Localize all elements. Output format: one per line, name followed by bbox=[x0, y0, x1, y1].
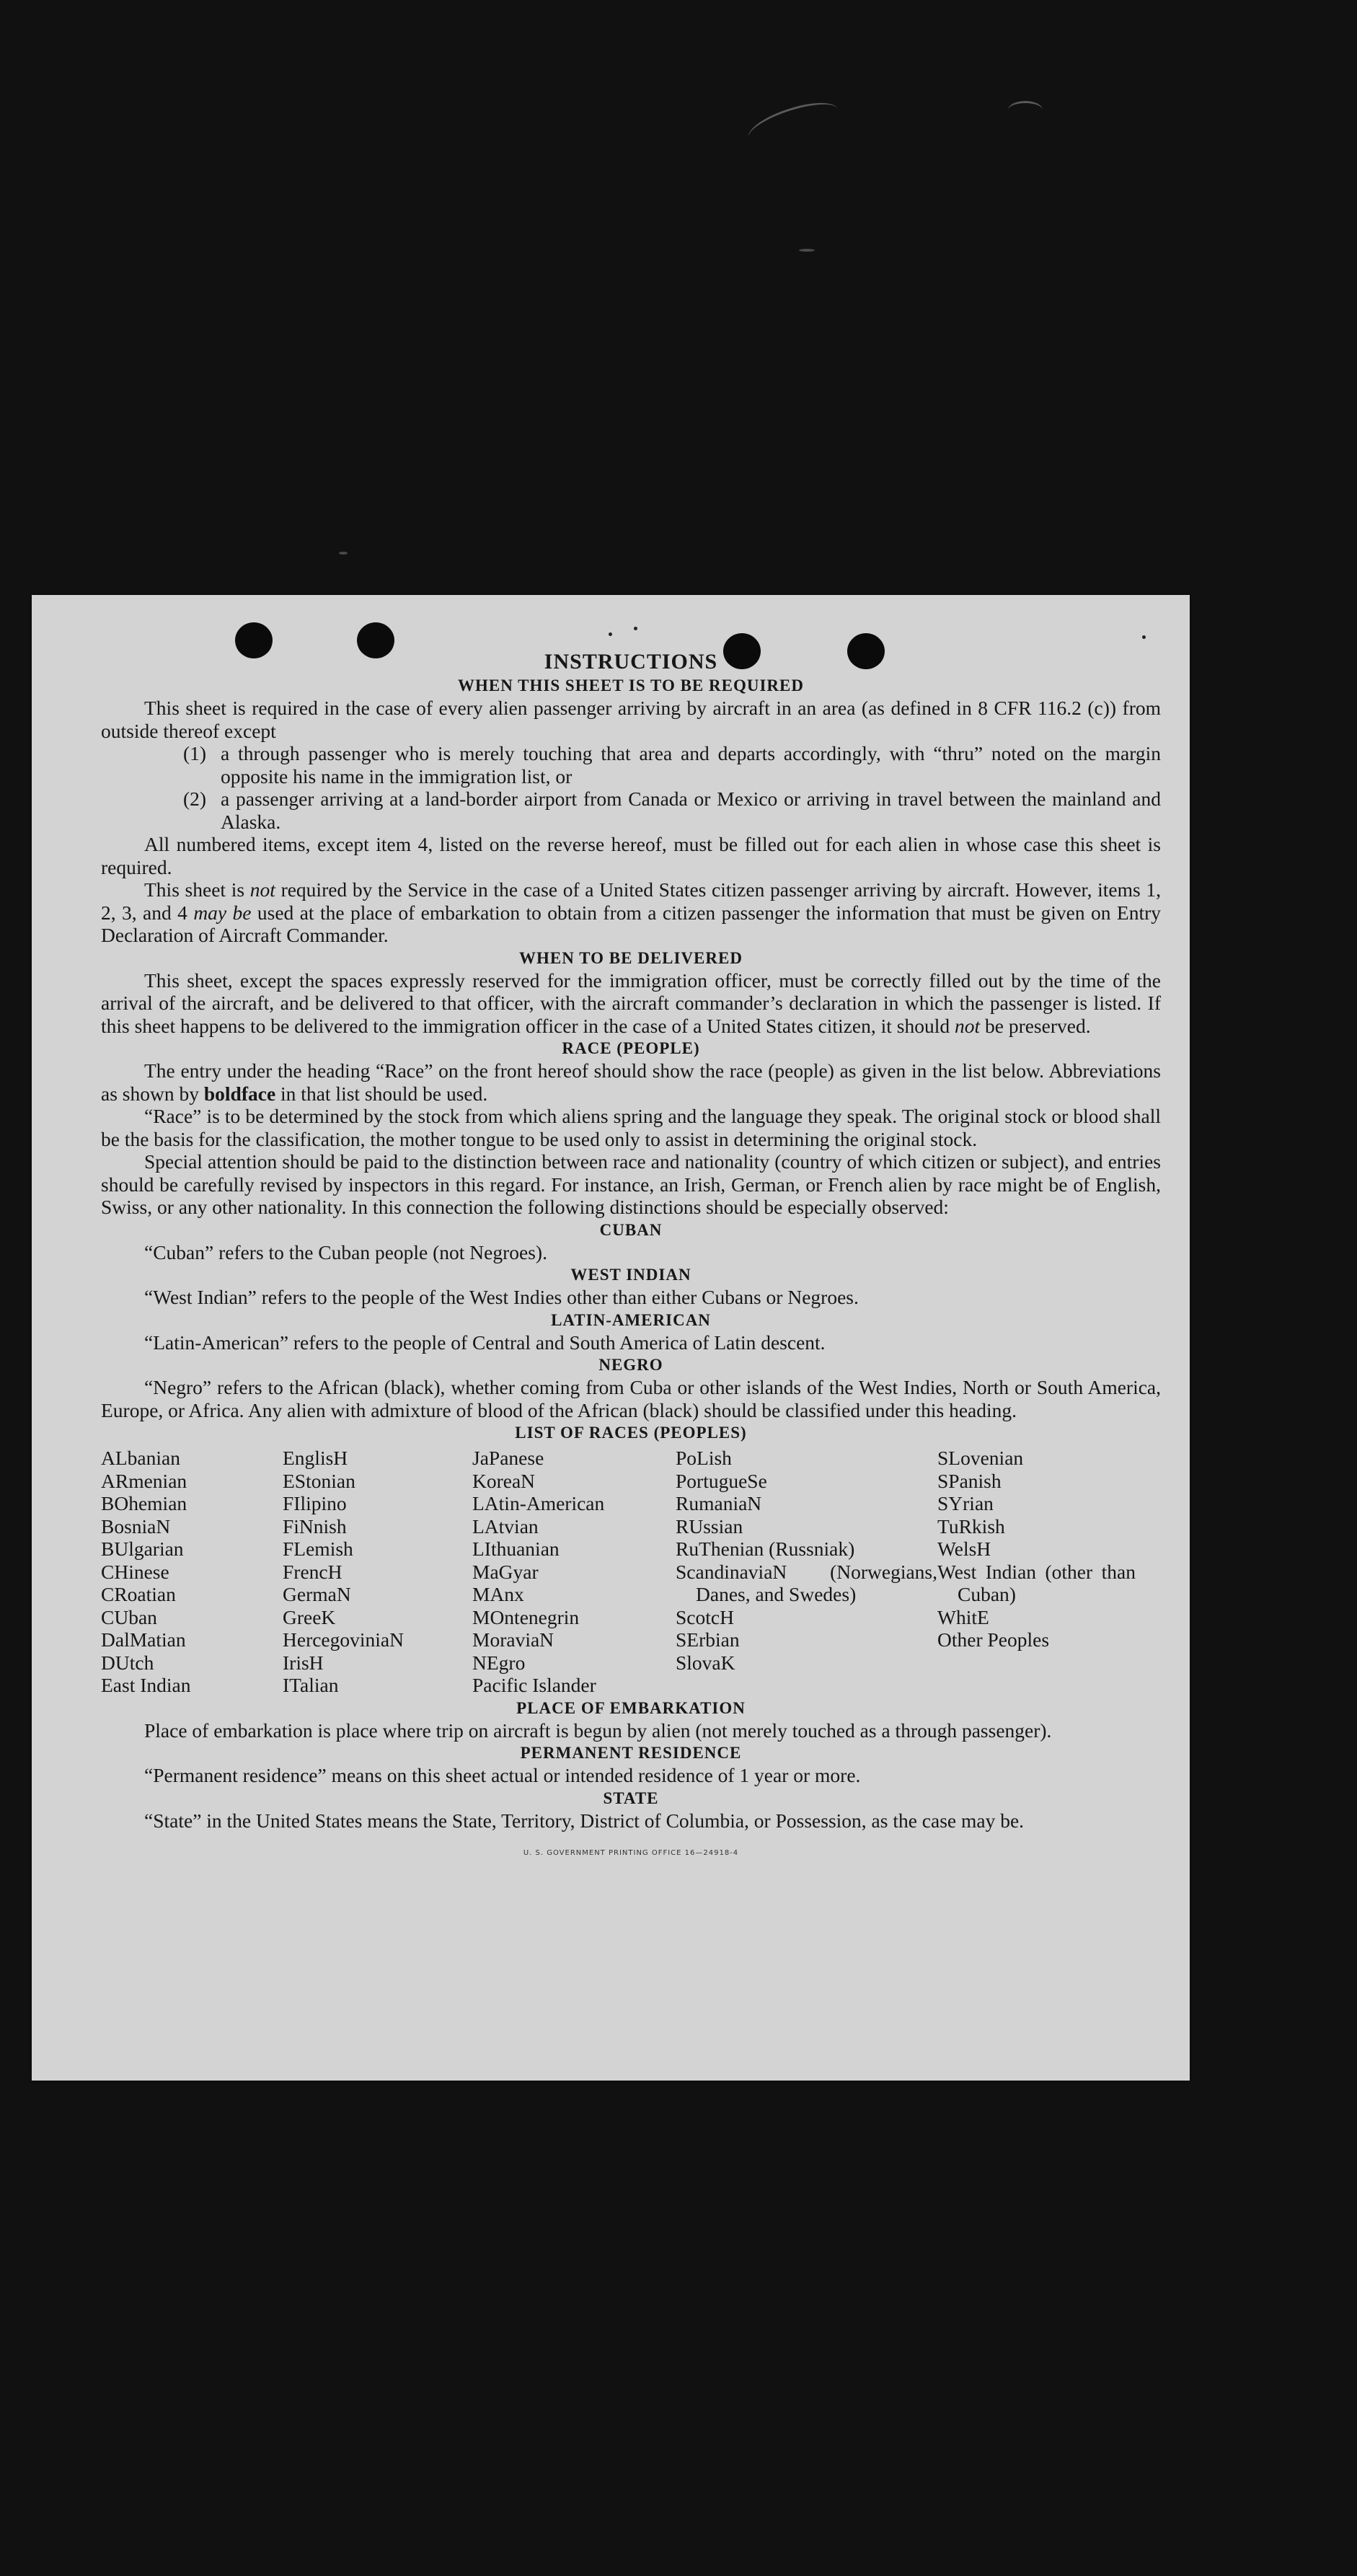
exception-item-1 bbox=[101, 742, 1161, 788]
race-item: TuRkish bbox=[937, 1514, 1005, 1538]
race-item: EStonian bbox=[283, 1469, 355, 1492]
instructions-text bbox=[101, 650, 1161, 1865]
item-text: a through passenger who is merely touching that area and departs accordingly, with “thru” noted on the margin opposite his name in the immigration list, or bbox=[221, 742, 1161, 788]
race-item: Other Peoples bbox=[937, 1628, 1050, 1651]
paragraph-west-indian: “West Indian” refers to the people of the West Indies other than either Cubans or Negroes. bbox=[144, 1286, 859, 1308]
race-item: SErbian bbox=[676, 1628, 740, 1651]
section-heading-state: STATE bbox=[603, 1788, 659, 1807]
race-item: SPanish bbox=[937, 1469, 1002, 1492]
race-item: Pacific Islander bbox=[472, 1674, 596, 1696]
race-item: East Indian bbox=[101, 1674, 191, 1696]
race-item: West Indian (other than Cuban) bbox=[937, 1560, 1136, 1605]
scan-scratch bbox=[1008, 101, 1043, 119]
race-item: DalMatian bbox=[101, 1628, 186, 1651]
section-heading-embarkation: PLACE OF EMBARKATION bbox=[516, 1698, 746, 1717]
race-item: HercegoviniaN bbox=[283, 1628, 404, 1651]
section-heading-west-indian: WEST INDIAN bbox=[570, 1266, 691, 1284]
race-item: MaGyar bbox=[472, 1560, 539, 1583]
paragraph-latin-american: “Latin-American” refers to the people of Central and South America of Latin descent. bbox=[144, 1331, 826, 1354]
race-item: FIlipino bbox=[283, 1492, 347, 1514]
paragraph-delivery: This sheet, except the spaces expressly reserved for the immigration officer, must be correctly filled out by the time of the arrival of the aircraft, and be delivered to that officer, with the aircraft commander’s declaration in which the passenger is listed. If this sheet happens to be delivered to the immigration officer in the case of a United States citizen, it should not be preserved. bbox=[101, 969, 1161, 1037]
race-item: RumaniaN bbox=[676, 1492, 762, 1514]
section-heading-list-of-races: LIST OF RACES (PEOPLES) bbox=[515, 1424, 747, 1442]
paragraph-race-entry: The entry under the heading “Race” on the front hereof should show the race (people) as given in the list below. Abbreviations as shown by boldface in that list should be used. bbox=[101, 1059, 1161, 1105]
paragraph-citizen-passenger: This sheet is not required by the Service in the case of a United States citizen passenger arriving by aircraft. However, items 1, 2, 3, and 4 may be used at the place of embarkation to obtain from a citizen passenger the information that must be given on Entry Declaration of Aircraft Commander. bbox=[101, 878, 1161, 946]
section-heading-when-delivered: WHEN TO BE DELIVERED bbox=[519, 948, 743, 967]
section-heading-cuban: CUBAN bbox=[599, 1220, 663, 1239]
race-item: CHinese bbox=[101, 1560, 169, 1583]
section-heading-permanent-residence: PERMANENT RESIDENCE bbox=[520, 1744, 742, 1762]
race-item: ScotcH bbox=[676, 1605, 734, 1628]
race-item: ALbanian bbox=[101, 1447, 180, 1469]
race-item: PortugueSe bbox=[676, 1469, 767, 1492]
races-column-4 bbox=[676, 1447, 937, 1697]
scan-speck bbox=[799, 249, 815, 252]
race-item: LIthuanian bbox=[472, 1538, 560, 1560]
item-text: a passenger arriving at a land-border airport from Canada or Mexico or arriving in travel between the mainland and Alaska. bbox=[221, 788, 1161, 833]
scan-speck bbox=[609, 632, 612, 636]
races-column-2 bbox=[283, 1447, 472, 1697]
race-item: WhitE bbox=[937, 1605, 989, 1628]
paragraph-cuban: “Cuban” refers to the Cuban people (not Negroes). bbox=[144, 1240, 547, 1263]
race-item: ARmenian bbox=[101, 1469, 187, 1492]
race-item: KoreaN bbox=[472, 1469, 536, 1492]
race-item: FrencH bbox=[283, 1560, 342, 1583]
race-item: LAtin-American bbox=[472, 1492, 605, 1514]
race-item: CRoatian bbox=[101, 1583, 176, 1605]
item-number: (1) bbox=[183, 742, 207, 764]
race-item: BosniaN bbox=[101, 1514, 171, 1538]
race-item: WelsH bbox=[937, 1538, 991, 1560]
race-item: BUlgarian bbox=[101, 1538, 184, 1560]
race-item: SLovenian bbox=[937, 1447, 1024, 1469]
race-item: MoraviaN bbox=[472, 1628, 554, 1651]
race-item: SlovaK bbox=[676, 1651, 735, 1674]
race-item: LAtvian bbox=[472, 1514, 539, 1538]
race-item: DUtch bbox=[101, 1651, 154, 1674]
section-heading-latin-american: LATIN-AMERICAN bbox=[551, 1310, 711, 1329]
races-column-3 bbox=[472, 1447, 676, 1697]
race-item: GreeK bbox=[283, 1605, 336, 1628]
race-item: ScandinaviaN (Norwegians, Danes, and Swedes) bbox=[676, 1560, 937, 1605]
race-item: MOntenegrin bbox=[472, 1605, 580, 1628]
instruction-sheet bbox=[32, 595, 1190, 2081]
scan-speck bbox=[1142, 635, 1146, 639]
scan-speck bbox=[339, 552, 348, 555]
paragraph-embarkation: Place of embarkation is place where trip on aircraft is begun by alien (not merely touched as a through passenger). bbox=[144, 1719, 1052, 1742]
paragraph-race-stock: “Race” is to be determined by the stock from which aliens spring and the language they speak. The original stock or blood shall be the basis for the classification, the mother tongue to be used only to assist in determining the original stock. bbox=[101, 1105, 1161, 1150]
race-item: IrisH bbox=[283, 1651, 324, 1674]
races-column-1 bbox=[101, 1447, 283, 1697]
paragraph-negro: “Negro” refers to the African (black), whether coming from Cuba or other islands of the West Indies, North or South America, Europe, or Africa. Any alien with admixture of blood of the African (black) should be classified under this heading. bbox=[101, 1376, 1161, 1421]
paragraph-required-intro: This sheet is required in the case of every alien passenger arriving by aircraft in an area (as defined in 8 CFR 116.2 (c)) from outside thereof except bbox=[101, 697, 1161, 742]
race-item: MAnx bbox=[472, 1583, 524, 1605]
paragraph-state: “State” in the United States means the State, Territory, District of Columbia, or Possession, as the case may be. bbox=[144, 1809, 1025, 1832]
race-item: FLemish bbox=[283, 1538, 353, 1560]
race-item: CUban bbox=[101, 1605, 157, 1628]
exception-item-2 bbox=[101, 788, 1161, 833]
printing-office-footer: U. S. GOVERNMENT PRINTING OFFICE 16—24918-4 bbox=[523, 1849, 739, 1857]
section-heading-when-required: WHEN THIS SHEET IS TO BE REQUIRED bbox=[458, 676, 804, 694]
paragraph-permanent-residence: “Permanent residence” means on this sheet actual or intended residence of 1 year or more. bbox=[144, 1764, 861, 1786]
race-item: JaPanese bbox=[472, 1447, 544, 1469]
section-heading-negro: NEGRO bbox=[598, 1356, 663, 1374]
race-item: RUssian bbox=[676, 1514, 743, 1538]
races-column-5 bbox=[937, 1447, 1136, 1697]
item-number: (2) bbox=[183, 788, 207, 810]
race-item: SYrian bbox=[937, 1492, 994, 1514]
section-heading-race: RACE (PEOPLE) bbox=[562, 1039, 700, 1057]
paragraph-numbered-items: All numbered items, except item 4, listed on the reverse hereof, must be filled out for each alien in whose case this sheet is required. bbox=[101, 833, 1161, 878]
races-list bbox=[101, 1447, 1161, 1697]
race-item: BOhemian bbox=[101, 1492, 187, 1514]
race-item: GermaN bbox=[283, 1583, 351, 1605]
race-item: NEgro bbox=[472, 1651, 526, 1674]
race-item: ITalian bbox=[283, 1674, 339, 1696]
race-item: RuThenian (Russniak) bbox=[676, 1538, 855, 1560]
scan-scratch bbox=[744, 94, 843, 153]
race-item: EnglisH bbox=[283, 1447, 348, 1469]
page-title: INSTRUCTIONS bbox=[544, 650, 718, 674]
race-item: FiNnish bbox=[283, 1514, 347, 1538]
race-item: PoLish bbox=[676, 1447, 732, 1469]
paragraph-race-nationality: Special attention should be paid to the distinction between race and nationality (country of which citizen or subject), and entries should be carefully revised by inspectors in this regard. For instance, an Irish, German, or French alien by race might be of English, Swiss, or any other nationality. In this connection the following distinctions should be especially observed: bbox=[101, 1150, 1161, 1218]
scan-speck bbox=[634, 627, 637, 630]
